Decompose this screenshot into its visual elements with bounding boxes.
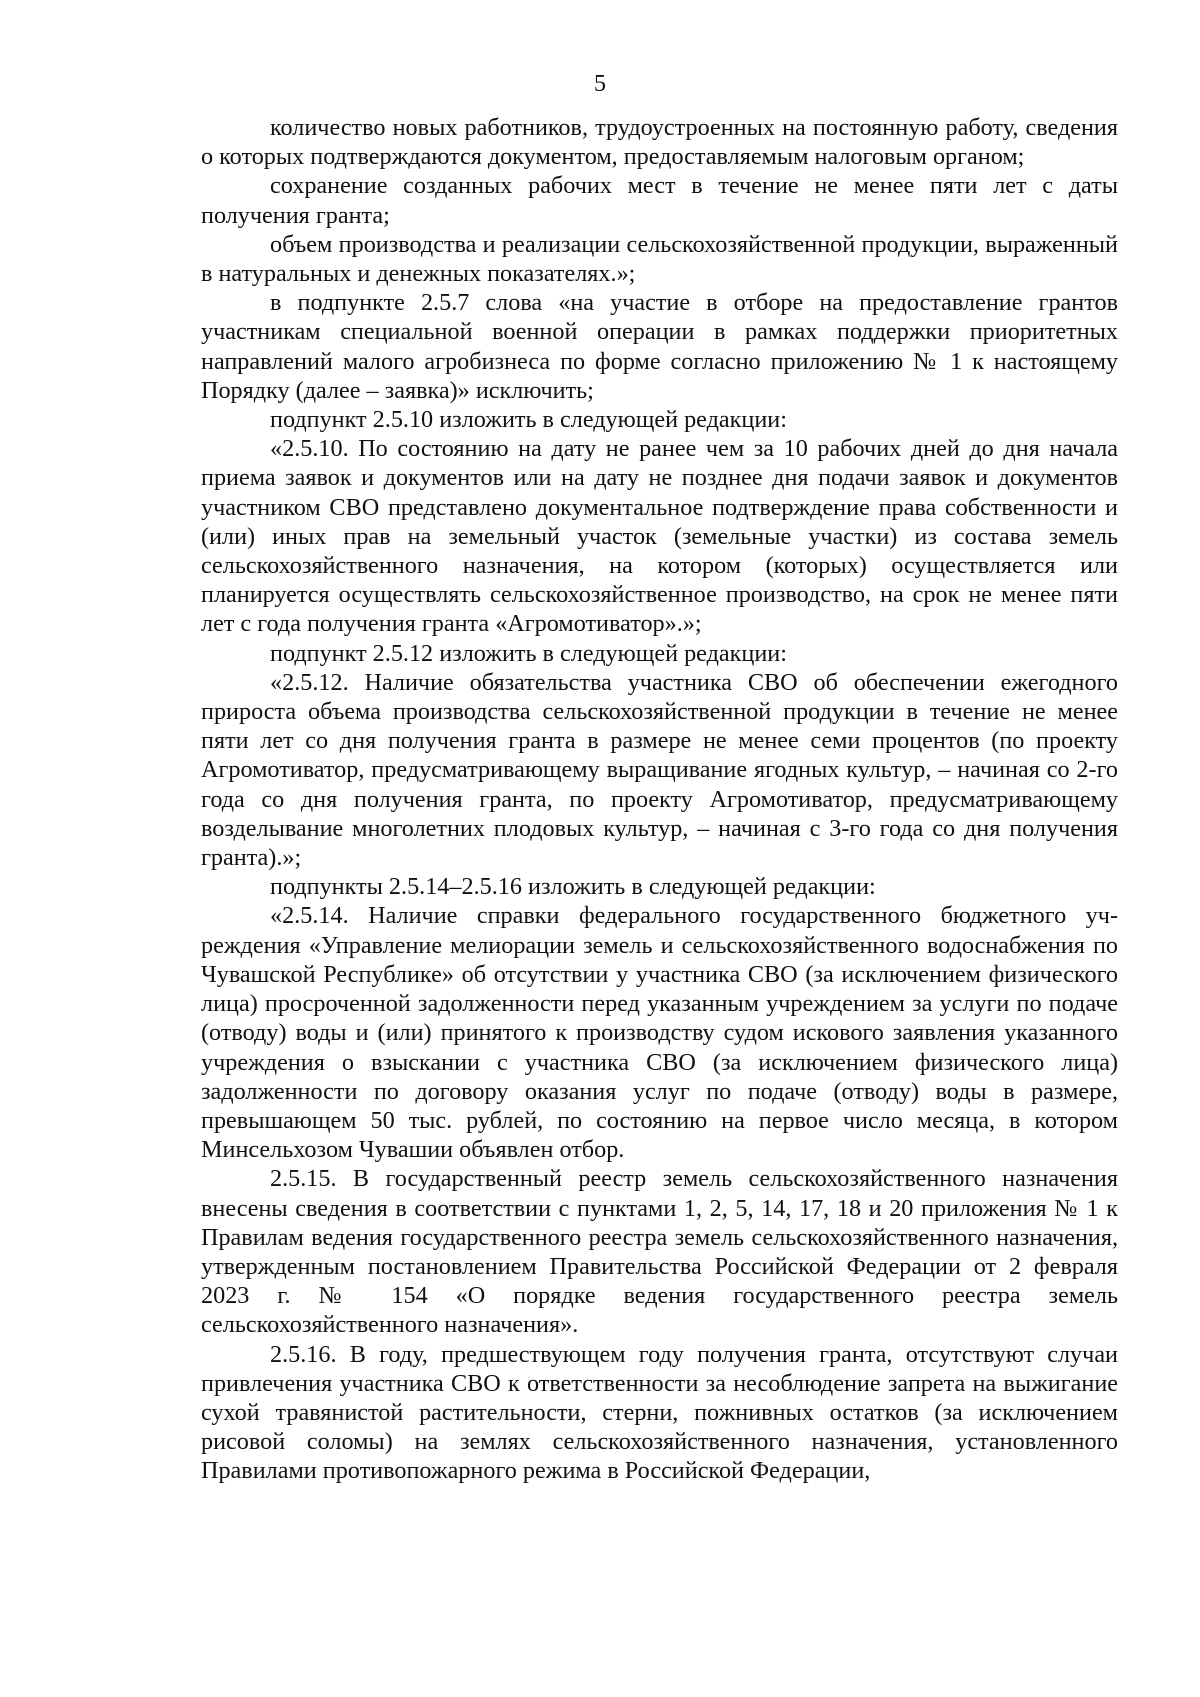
page-number: 5 (594, 71, 606, 97)
paragraph-job-retention: сохранение созданных рабочих мест в течение не менее пяти лет с даты получения гранта; (201, 172, 1118, 229)
paragraph-clause-2-5-16: 2.5.16. В году, предшествующем году получения гранта, отсутствуют случаи привлечения участника СВО к ответственности за несоблюдение запрета на выжигание сухой травянистой растительности, стерни, пожнивных остатков (за исключением рисовой соломы) на землях сельскохозяйственного назначения, установленного Правилами противопожарного режима в Российской Федерации, (201, 1340, 1118, 1485)
paragraph-subpoints-2-5-14-16-intro: подпункты 2.5.14–2.5.16 изложить в следующей редакции: (270, 873, 876, 901)
paragraph-clause-2-5-14: «2.5.14. Наличие справки федерального государственного бюджетного учреждения «Управление мелиорации земель и сельскохозяйственного водоснабжения по Чувашской Республике» об отсутствии у участника СВО (за исключением физического лица) просроченной задолженности перед указанным учреждением за услуги по подаче (отводу) воды и (или) принятого к производству судом искового заявления указанного учреждения о взыскании с участника СВО (за исключением физического лица) задолженности по договору оказания услуг по подаче (отводу) воды в размере, превышающем 50 тыс. рублей, по состоянию на первое число месяца, в котором Минсельхозом Чувашии объявлен отбор. (201, 902, 1118, 1164)
paragraph-production-volume: объем производства и реализации сельскохозяйственной продукции, выраженный в натуральных и денежных показателях.»; (201, 230, 1118, 288)
paragraph-clause-2-5-10: «2.5.10. По состоянию на дату не ранее чем за 10 рабочих дней до дня начала приема заявок и документов или на дату не позднее дня подачи заявок и документов участником СВО представлено документальное подтверждение права собственности и (или) иных прав на земельный участок (земельные участки) из состава земель сельскохозяйственного назначения, на котором (которых) осуществляется или планируется осуществлять сельскохозяйственное производство, на срок не менее пяти лет с года получения гранта «Агромотиватор».»; (201, 435, 1118, 638)
paragraph-subpoint-2-5-10-intro: подпункт 2.5.10 изложить в следующей редакции: (270, 406, 787, 434)
paragraph-new-employees: количество новых работников, трудоустроенных на постоянную работу, сведения о которых подтверждаются документом, предоставляемым налоговым органом; (201, 114, 1118, 171)
paragraph-clause-2-5-12: «2.5.12. Наличие обязательства участника СВО об обеспечении ежегодного прироста объема производства сельскохозяйственной продукции в течение не менее пяти лет со дня получения гранта в размере не менее семи процентов (по проекту Агромотиватор, предусматривающему выращивание ягодных культур, – начиная со 2-го года со дня получения гранта, по проекту Агромотиватор, предусматривающему возделывание многолетних плодовых культур, – начиная с 3-го года со дня получения гранта).»; (201, 668, 1118, 872)
paragraph-clause-2-5-15: 2.5.15. В государственный реестр земель сельскохозяйственного назначения внесены сведения в соответствии с пунктами 1, 2, 5, 14, 17, 18 и 20 приложения № 1 к Правилам ведения государственного реестра земель сельскохозяйственного назначения, утвержденным постановлением Правительства Российской Федерации от 2 февраля 2023 г. № 154 «О порядке ведения государственного реестра земель сельскохозяйственного назначения». (201, 1165, 1118, 1339)
document-body (201, 113, 1118, 1486)
paragraph-subpoint-2-5-7: в подпункте 2.5.7 слова «на участие в отборе на предоставление грантов участникам специальной военной операции в рамках поддержки приоритетных направлений малого агробизнеса по форме согласно приложению № 1 к настоящему Порядку (далее – заявка)» исключить; (201, 289, 1118, 404)
paragraph-subpoint-2-5-12-intro: подпункт 2.5.12 изложить в следующей редакции: (270, 639, 787, 667)
